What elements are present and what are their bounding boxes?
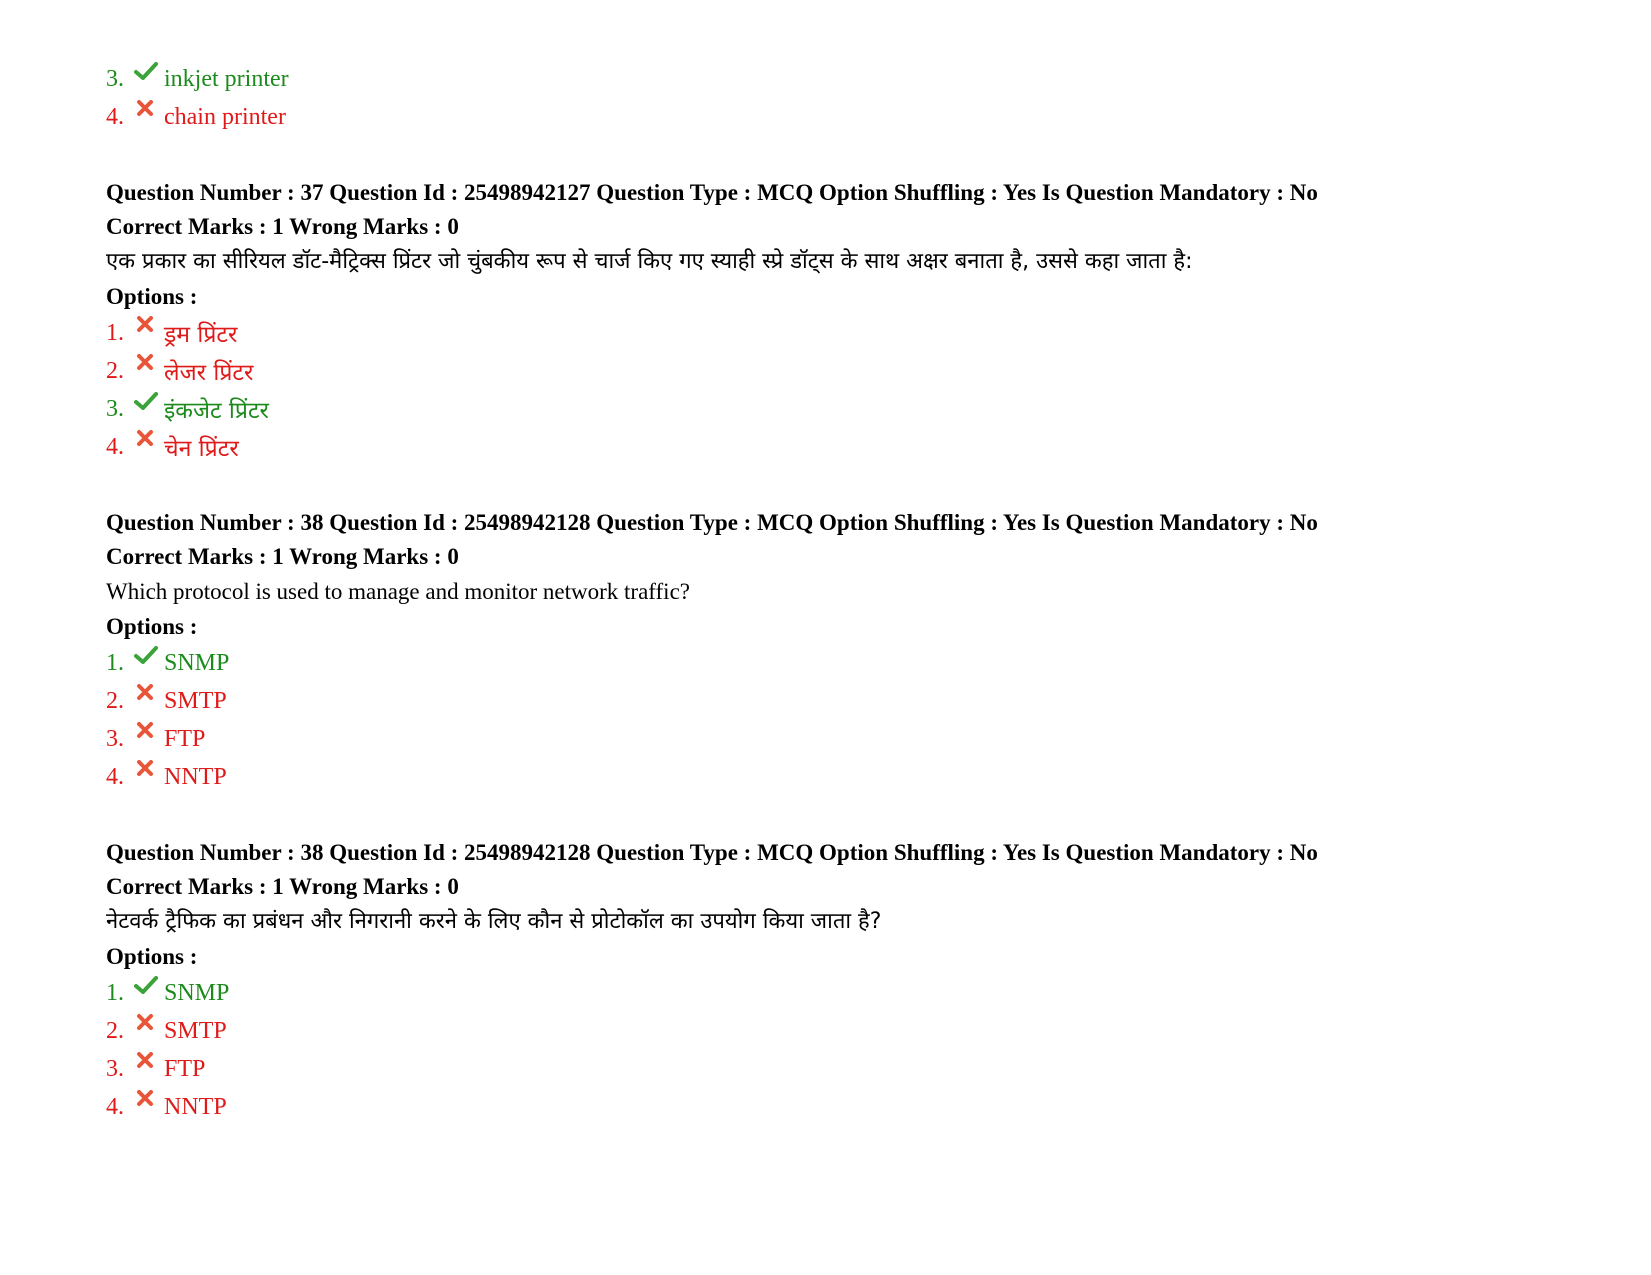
option-number: 4. bbox=[106, 763, 124, 790]
prev-options bbox=[106, 60, 1586, 136]
option-number: 3. bbox=[106, 1055, 124, 1082]
question-text: एक प्रकार का सीरियल डॉट-मैट्रिक्स प्रिंटर जो चुंबकीय रूप से चार्ज किए गए स्याही स्प्रे डॉट्स के साथ अक्षर बनाता है, उससे कहा जाता है: bbox=[106, 249, 1193, 274]
question-meta: Question Number : 38 Question Id : 25498942128 Question Type : MCQ Option Shuffling : Yes Is Question Mandatory : No bbox=[106, 840, 1318, 865]
question-marks: Correct Marks : 1 Wrong Marks : 0 bbox=[106, 214, 459, 239]
option-row bbox=[106, 428, 1586, 466]
options-label: Options : bbox=[106, 614, 198, 639]
cross-icon bbox=[134, 353, 164, 377]
option-row bbox=[106, 390, 1586, 428]
cross-icon bbox=[134, 315, 164, 339]
cross-icon bbox=[134, 1013, 164, 1037]
option-text: इंकजेट प्रिंटर bbox=[164, 398, 269, 424]
cross-icon bbox=[134, 683, 164, 707]
question-paper bbox=[106, 60, 1586, 1126]
option-row bbox=[106, 974, 1586, 1012]
option-text: SMTP bbox=[164, 687, 227, 714]
option-row bbox=[106, 682, 1586, 720]
option-number: 4. bbox=[106, 103, 124, 130]
option-number: 2. bbox=[106, 1017, 124, 1044]
option-text: चेन प्रिंटर bbox=[164, 436, 239, 462]
cross-icon bbox=[134, 1089, 164, 1113]
options-label: Options : bbox=[106, 944, 198, 969]
option-row bbox=[106, 1012, 1586, 1050]
check-icon bbox=[134, 391, 164, 415]
option-number: 4. bbox=[106, 433, 124, 460]
option-row bbox=[106, 314, 1586, 352]
cross-icon bbox=[134, 721, 164, 745]
option-number: 4. bbox=[106, 1093, 124, 1120]
check-icon bbox=[134, 61, 164, 85]
option-row bbox=[106, 98, 1586, 136]
question-block bbox=[106, 176, 1586, 466]
option-text: लेजर प्रिंटर bbox=[164, 360, 254, 386]
question-meta: Question Number : 37 Question Id : 25498942127 Question Type : MCQ Option Shuffling : Yes Is Question Mandatory : No bbox=[106, 180, 1318, 205]
check-icon bbox=[134, 975, 164, 999]
option-number: 1. bbox=[106, 649, 124, 676]
question-marks: Correct Marks : 1 Wrong Marks : 0 bbox=[106, 544, 459, 569]
option-text: SNMP bbox=[164, 979, 230, 1006]
option-row bbox=[106, 60, 1586, 98]
option-number: 3. bbox=[106, 65, 124, 92]
option-text: inkjet printer bbox=[164, 65, 289, 92]
option-row bbox=[106, 1050, 1586, 1088]
check-icon bbox=[134, 645, 164, 669]
cross-icon bbox=[134, 429, 164, 453]
option-number: 2. bbox=[106, 357, 124, 384]
question-text: Which protocol is used to manage and monitor network traffic? bbox=[106, 579, 690, 604]
option-row bbox=[106, 644, 1586, 682]
option-text: SMTP bbox=[164, 1017, 227, 1044]
option-row bbox=[106, 1088, 1586, 1126]
option-text: ड्रम प्रिंटर bbox=[164, 322, 238, 348]
cross-icon bbox=[134, 1051, 164, 1075]
question-block bbox=[106, 506, 1586, 796]
options-label: Options : bbox=[106, 284, 198, 309]
option-row bbox=[106, 758, 1586, 796]
cross-icon bbox=[134, 99, 164, 123]
option-number: 3. bbox=[106, 395, 124, 422]
option-text: NNTP bbox=[164, 1093, 227, 1120]
option-row bbox=[106, 352, 1586, 390]
option-text: SNMP bbox=[164, 649, 230, 676]
option-number: 1. bbox=[106, 979, 124, 1006]
question-block bbox=[106, 836, 1586, 1126]
option-number: 2. bbox=[106, 687, 124, 714]
question-text: नेटवर्क ट्रैफिक का प्रबंधन और निगरानी करने के लिए कौन से प्रोटोकॉल का उपयोग किया जाता है? bbox=[106, 909, 882, 934]
option-row bbox=[106, 720, 1586, 758]
option-number: 1. bbox=[106, 319, 124, 346]
option-text: FTP bbox=[164, 1055, 206, 1082]
cross-icon bbox=[134, 759, 164, 783]
option-text: FTP bbox=[164, 725, 206, 752]
question-meta: Question Number : 38 Question Id : 25498942128 Question Type : MCQ Option Shuffling : Yes Is Question Mandatory : No bbox=[106, 510, 1318, 535]
question-marks: Correct Marks : 1 Wrong Marks : 0 bbox=[106, 874, 459, 899]
option-text: NNTP bbox=[164, 763, 227, 790]
option-text: chain printer bbox=[164, 103, 286, 130]
option-number: 3. bbox=[106, 725, 124, 752]
